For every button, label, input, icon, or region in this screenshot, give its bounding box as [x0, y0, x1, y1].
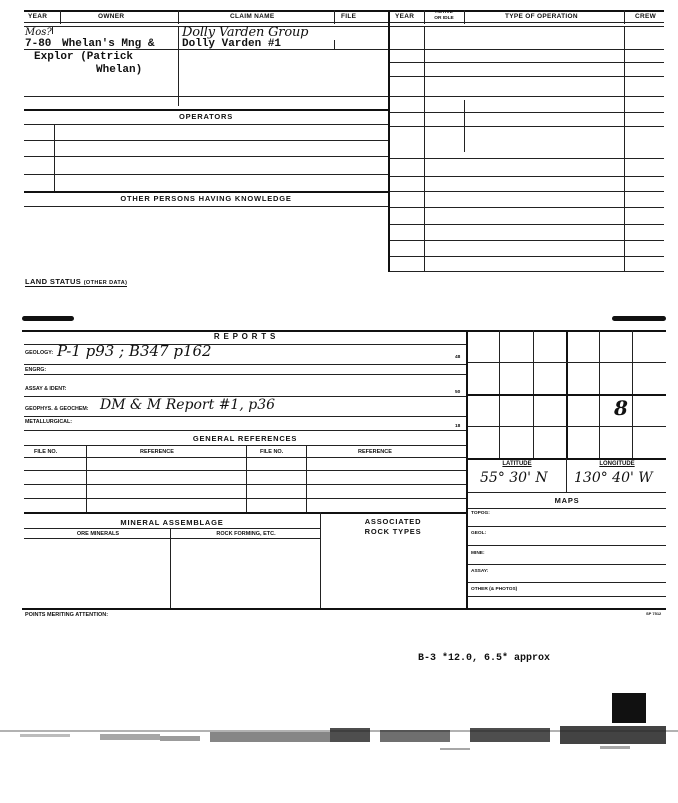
map-row-topog: TOPOG:: [471, 511, 490, 516]
map-row-geol: GEOL:: [471, 531, 487, 536]
associated-rock-types: [320, 517, 466, 537]
points-meriting-label: POINTS MERITING ATTENTION:: [25, 612, 109, 618]
row2-owner-line3: Whelan): [96, 64, 143, 76]
longitude-label: LONGITUDE: [599, 461, 635, 467]
report-engrg-label: ENGRG:: [25, 367, 47, 373]
maps-label: MAPS: [554, 496, 580, 505]
map-row-assay: ASSAY:: [471, 569, 489, 574]
land-status-sub-label: (OTHER DATA): [83, 280, 128, 286]
header-claim-name: CLAIM NAME: [230, 13, 275, 20]
general-references-title: GENERAL REFERENCES: [192, 434, 298, 443]
grid-location-mark: 8: [614, 396, 628, 420]
longitude-value: 130° 40' W: [574, 470, 653, 486]
report-geology-value: P-1 p93 ; B347 p162: [57, 342, 212, 360]
header-active-or-idle: [424, 10, 464, 22]
row2-year: 7-80: [25, 38, 52, 50]
map-row-mine: MINE:: [471, 551, 485, 556]
land-status-label: LAND STATUS: [25, 277, 82, 286]
header-active: ACTIVE: [435, 10, 453, 15]
header-file: FILE: [341, 13, 357, 20]
scan-noise-svg: [0, 718, 678, 778]
gr-header-file-no-1: FILE NO.: [34, 449, 58, 455]
report-geophys-label: GEOPHYS. & GEOCHEM:: [25, 406, 89, 412]
gr-header-reference-1: REFERENCE: [140, 449, 174, 455]
header-owner: OWNER: [98, 13, 125, 20]
ore-minerals-header: ORE MINERALS: [76, 531, 120, 537]
other-persons-label: OTHER PERSONS HAVING KNOWLEDGE: [120, 194, 292, 203]
row2-owner-line2: Explor (Patrick: [34, 51, 134, 63]
mineral-assemblage-title: MINERAL ASSEMBLAGE: [120, 518, 224, 527]
latitude-label: LATITUDE: [502, 461, 532, 467]
reports-title: R E P O R T S: [213, 332, 277, 341]
latitude-value: 55° 30' N: [480, 470, 548, 486]
map-row-other: OTHER (& PHOTOS): [471, 587, 518, 592]
rock-forming-header: ROCK FORMING, ETC.: [216, 531, 276, 537]
header-year: YEAR: [28, 13, 48, 20]
header-crew: CREW: [635, 13, 657, 20]
row2-owner-line1: Whelan's Mng &: [62, 38, 155, 50]
bottom-note: B-3 *12.0, 6.5* approx: [418, 653, 551, 664]
row1-claim-name: Dolly Varden Group: [182, 25, 309, 40]
land-status-label-wrap: [25, 277, 127, 287]
report-assay-label: ASSAY & IDENT:: [25, 386, 67, 392]
report-assay-num: 50: [455, 390, 461, 395]
associated-rock-types-line2: ROCK TYPES: [364, 527, 422, 536]
row2-claim-name: Dolly Varden #1: [182, 38, 282, 50]
gr-header-reference-2: REFERENCE: [358, 449, 392, 455]
form-number: SP 7512: [646, 611, 662, 616]
report-geology-num: 48: [455, 355, 461, 360]
report-metallurgical-num: 18: [455, 424, 461, 429]
header-year-right: YEAR: [395, 13, 415, 20]
row1-year: Mos?: [25, 27, 52, 38]
gr-header-file-no-2: FILE NO.: [260, 449, 284, 455]
report-metallurgical-label: METALLURGICAL:: [25, 419, 72, 425]
header-type-of-operation: TYPE OF OPERATION: [505, 13, 578, 20]
operators-label: OPERATORS: [178, 112, 233, 121]
associated-rock-types-line1: ASSOCIATED: [364, 517, 422, 526]
report-geology-label: GEOLOGY:: [25, 350, 54, 356]
header-or-idle: OR IDLE: [434, 16, 454, 21]
report-geophys-value: DM & M Report #1, p36: [100, 397, 276, 413]
